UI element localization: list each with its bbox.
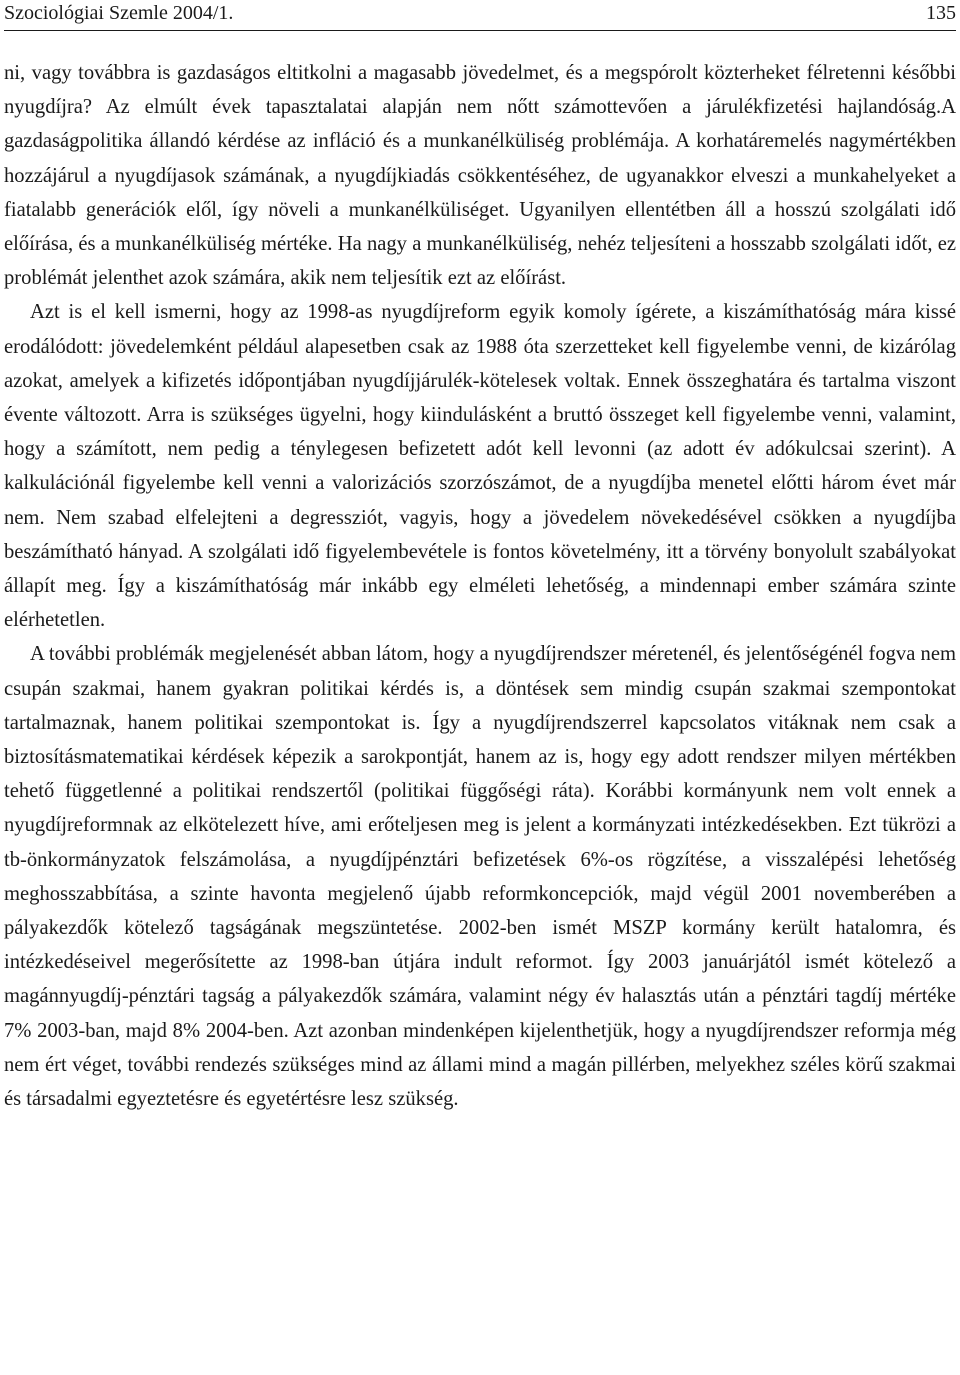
article-body	[4, 56, 956, 1116]
journal-title: Szociológiai Szemle 2004/1.	[4, 2, 234, 24]
page-number: 135	[926, 2, 956, 24]
paragraph-3: A további problémák megjelenését abban látom, hogy a nyugdíjrendszer méretenél, és jelentőségénél fogva nem csupán szakmai, hanem gyakran politikai kérdés is, a döntések sem mindig csupán szakmai szempontokat tartalmaznak, hanem politikai szempontokat is. Így a nyugdíjrendszerrel kapcsolatos vitáknak nem csak a biztosításmatematikai kérdések képezik a sarokpontját, hanem az is, hogy egy adott rendszer milyen mértékben tehető függetlenné a politikai rendszertől (politikai függőségi ráta). Korábbi kormányunk nem volt ennek a nyugdíjreformnak az elkötelezett híve, ami erőteljesen meg is jelent a kormányzati intézkedésekben. Ezt tükrözi a tb-önkormányzatok felszámolása, a nyugdíjpénztári befizetések 6%-os rögzítése, a visszalépési lehetőség meghosszabbítása, a szinte havonta megjelenő újabb reformkoncepciók, majd végül 2001 novemberében a pályakezdők kötelező tagságának megszüntetése. 2002-ben ismét MSZP kormány került hatalomra, és intézkedéseivel megerősítette az 1998-ban útjára indult reformot. Így 2003 januárjától ismét kötelező a magánnyugdíj-pénztári tagság a pályakezdők számára, valamint négy év halasztás után a pénztári tagdíj mértéke 7% 2003-ban, majd 8% 2004-ben. Azt azonban mindenképen kijelenthetjük, hogy a nyugdíjrendszer reformja még nem ért véget, további rendezés szükséges mind az állami mind a magán pillérben, melyekhez széles körű szakmai és társadalmi egyeztetésre és egyetértésre lesz szükség.	[4, 643, 956, 1111]
paragraph-1: ni, vagy továbbra is gazdaságos eltitkolni a magasabb jövedelmet, és a megspórolt közterheket félretenni későbbi nyugdíjra? Az elmúlt évek tapasztalatai alapján nem nőtt számottevően a járulékfizetési hajlandóság.A gazdaságpolitika állandó kérdése az infláció és a munkanélküliség problémája. A korhatáremelés nagymértékben hozzájárul a nyugdíjasok számának, a nyugdíjkiadás csökkentéséhez, de ugyanakkor elveszi a munkahelyeket a fiatalabb generációk elől, így növeli a munkanélküliséget. Ugyanilyen ellentétben áll a hosszú szolgálati idő előírása, és a munkanélküliség mértéke. Ha nagy a munkanélküliség, nehéz teljesíteni a hosszabb szolgálati időt, ez problémát jelenthet azok számára, akik nem teljesítik ezt az előírást.	[4, 62, 956, 290]
running-header	[4, 0, 956, 34]
header-rule	[4, 30, 956, 31]
paragraph-2: Azt is el kell ismerni, hogy az 1998-as nyugdíjreform egyik komoly ígérete, a kiszámíthatóság mára kissé erodálódott: jövedelemként például alapesetben csak az 1988 óta szerzetteket kell figyelembe venni, de kizárólag azokat, amelyek a kifizetés időpontjában nyugdíjjárulék-kötelesek voltak. Ennek összeghatára és tartalma viszont évente változott. Arra is szükséges ügyelni, hogy kiindulásként a bruttó összeget kell figyelembe venni, valamint, hogy a számított, nem pedig a ténylegesen befizetett adót kell levonni (az adott év adókulcsai szerint). A kalkulációnál figyelembe kell venni a valorizációs szorzószámot, de a nyugdíjba menetel előtti három évet már nem. Nem szabad elfelejteni a degressziót, vagyis, hogy a jövedelem növekedésével csökken a nyugdíjba beszámítható hányad. A szolgálati idő figyelembevétele is fontos követelmény, itt a törvény bonyolult szabályokat állapít meg. Így a kiszámíthatóság már inkább egy elméleti lehetőség, a mindennapi ember számára szinte elérhetetlen.	[4, 301, 956, 632]
